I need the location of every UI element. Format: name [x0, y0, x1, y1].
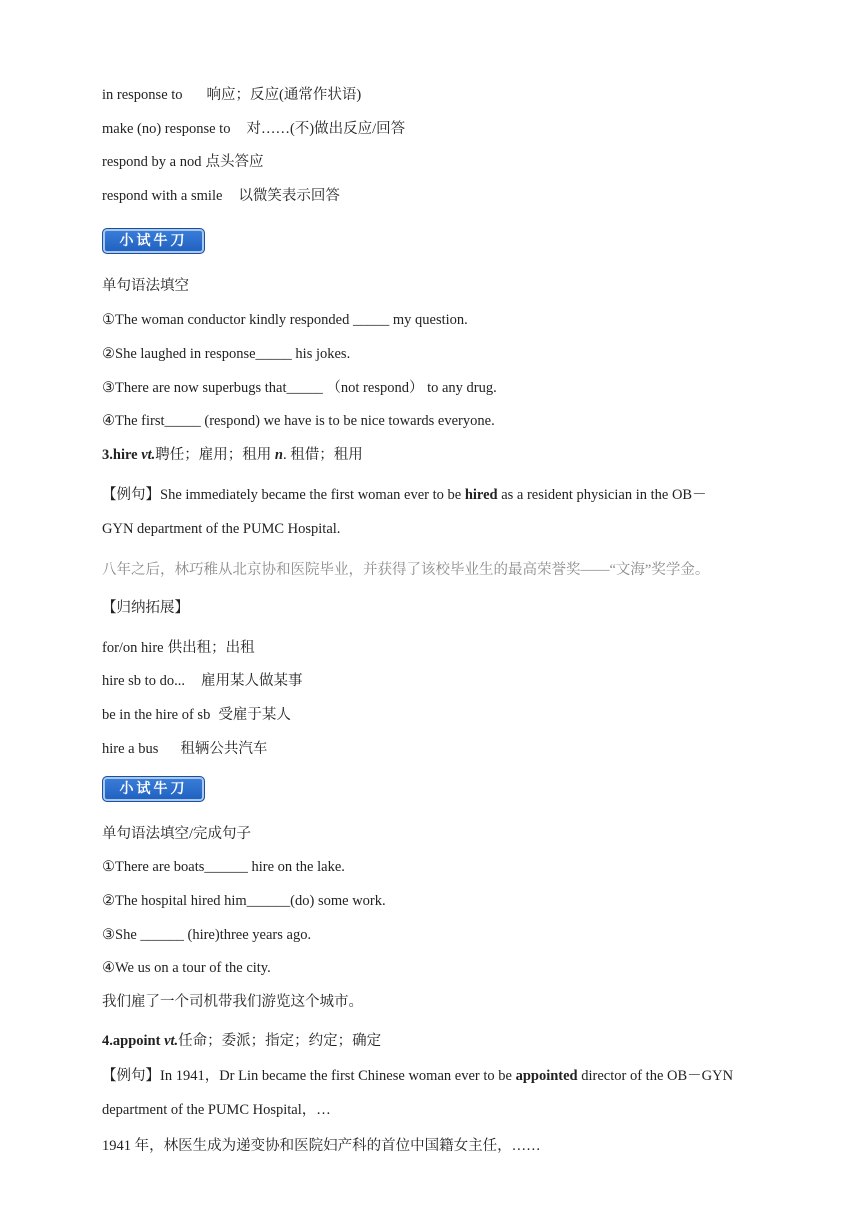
example-sentence: 【例句】She immediately became the first woman ever to be hired as a resident physician in the OB－ — [102, 487, 707, 503]
phrase-line: be in the hire of sb 受雇于某人 — [102, 707, 291, 723]
practice-badge: 小试牛刀 — [102, 776, 205, 802]
exercise-item-translation: 我们雇了一个司机带我们游览这个城市。 — [102, 994, 363, 1010]
example-sentence: 【例句】In 1941，Dr Lin became the first Chinese woman ever to be appointed director of the OB－GYN — [102, 1068, 734, 1084]
phrase-line: respond with a smile 以微笑表示回答 — [102, 188, 340, 204]
exercise-item: ④The first_____ (respond) we have is to be nice towards everyone. — [102, 413, 495, 429]
exercise-item: ①The woman conductor kindly responded _____ my question. — [102, 312, 468, 328]
phrase-line: in response to 响应；反应(通常作状语) — [102, 87, 362, 103]
expand-title: 【归纳拓展】 — [102, 600, 189, 616]
exercise-item: ①There are boats______ hire on the lake. — [102, 859, 345, 875]
example-sentence-cont: GYN department of the PUMC Hospital. — [102, 521, 341, 537]
exercise-title: 单句语法填空/完成句子 — [102, 826, 252, 842]
phrase-line: make (no) response to 对……(不)做出反应/回答 — [102, 121, 406, 137]
example-translation: 1941 年，林医生成为递变协和医院妇产科的首位中国籍女主任，…… — [102, 1138, 541, 1154]
exercise-item: ③There are now superbugs that_____ （not respond） to any drug. — [102, 380, 497, 396]
exercise-item: ③She ______ (hire)three years ago. — [102, 927, 312, 943]
example-sentence-cont: department of the PUMC Hospital，… — [102, 1102, 331, 1118]
exercise-item: ②The hospital hired him______(do) some work. — [102, 893, 386, 909]
phrase-line: for/on hire 供出租；出租 — [102, 640, 255, 656]
phrase-line: respond by a nod 点头答应 — [102, 154, 264, 170]
word-heading: 3.hire vt.聘任；雇用；租用 n. 租借；租用 — [102, 447, 363, 463]
exercise-item: ②She laughed in response_____ his jokes. — [102, 346, 351, 362]
phrase-line: hire a bus 租辆公共汽车 — [102, 741, 268, 757]
phrase-line: hire sb to do... 雇用某人做某事 — [102, 673, 303, 689]
exercise-title: 单句语法填空 — [102, 278, 189, 294]
practice-badge: 小试牛刀 — [102, 228, 205, 254]
word-heading: 4.appoint vt.任命；委派；指定；约定；确定 — [102, 1033, 382, 1049]
exercise-item: ④We us on a tour of the city. — [102, 960, 271, 976]
example-translation: 八年之后，林巧稚从北京协和医院毕业，并获得了该校毕业生的最高荣誉奖——“文海”奖学金。 — [102, 562, 710, 578]
